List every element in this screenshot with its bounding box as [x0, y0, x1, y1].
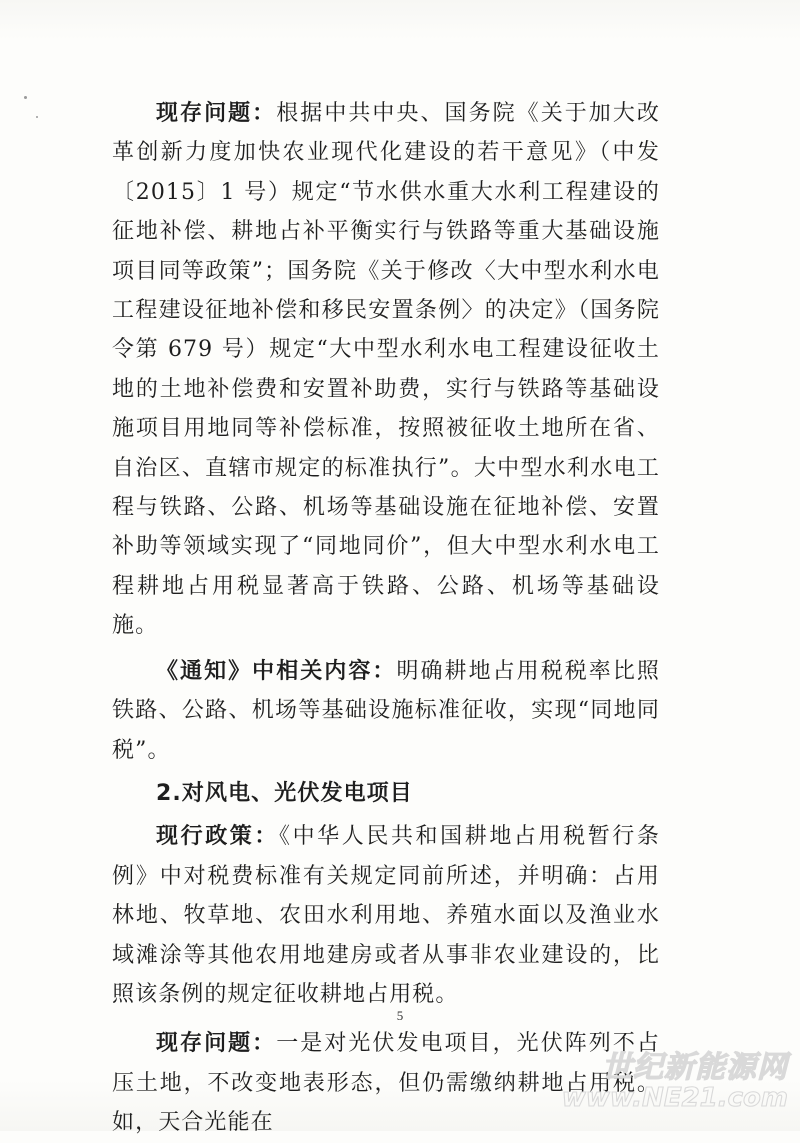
paragraph-lead: 现存问题：	[156, 1031, 277, 1057]
watermark-logo	[561, 1050, 788, 1113]
paragraph-text: 《中华人民共和国耕地占用税暂行条例》中对税费标准有关规定同前所述，并明确：占用林地、牧草地、农田水利用地、养殖水面以及渔业水域滩涂等其他农用地建房或者从事非农业建设的，比照该条例的规定征收耕地占用税。	[112, 824, 660, 1007]
watermark-name: 世纪新能源网	[602, 1050, 788, 1085]
paragraph-lead: 现存问题：	[156, 101, 277, 126]
watermark-url: www.NE21.com	[561, 1083, 788, 1113]
paragraph-text: 根据中共中央、国务院《关于加大改革创新力度加快农业现代化建设的若干意见》（中发〔2015〕1 号）规定“节水供水重大水利工程建设的征地补偿、耕地占补平衡实行与铁路等重大基础设施项目同等政策”；国务院《关于修改〈大中型水利水电工程建设征地补偿和移民安置条例〉的决定》（国务院令第 679 号）规定“大中型水利水电工程建设征收土地的土地补偿费和安置补助费，实行与铁路等基础设施项目用地同等补偿标准，按照被征收土地所在省、自治区、直辖市规定的标准执行”。大中型水利水电工程与铁路、公路、机场等基础设施在征地补偿、安置补助等领域实现了“同地同价”，但大中型水利水电工程耕地占用税显著高于铁路、公路、机场等基础设施。	[112, 101, 660, 639]
paragraph-text: 明确耕地占用税税率比照铁路、公路、机场等基础设施标准征收，实现“同地同税”。	[112, 658, 660, 763]
paragraph-text: 一是对光伏发电项目，光伏阵列不占压土地，不改变地表形态，但仍需缴纳耕地占用税。如，天合光能在	[112, 1031, 660, 1136]
paragraph-lead: 现行政策：	[156, 824, 279, 850]
scan-speck	[36, 116, 38, 118]
section-heading: 2.对风电、光伏发电项目	[156, 780, 413, 806]
paragraph-current-issue	[112, 94, 660, 646]
page-number: 5	[396, 1008, 404, 1023]
document-body	[112, 94, 660, 1143]
paragraph-lead: 《通知》中相关内容：	[156, 658, 397, 684]
paragraph-current-policy	[112, 817, 660, 1014]
scan-speck	[24, 96, 27, 99]
paragraph-notice-content	[112, 652, 660, 770]
